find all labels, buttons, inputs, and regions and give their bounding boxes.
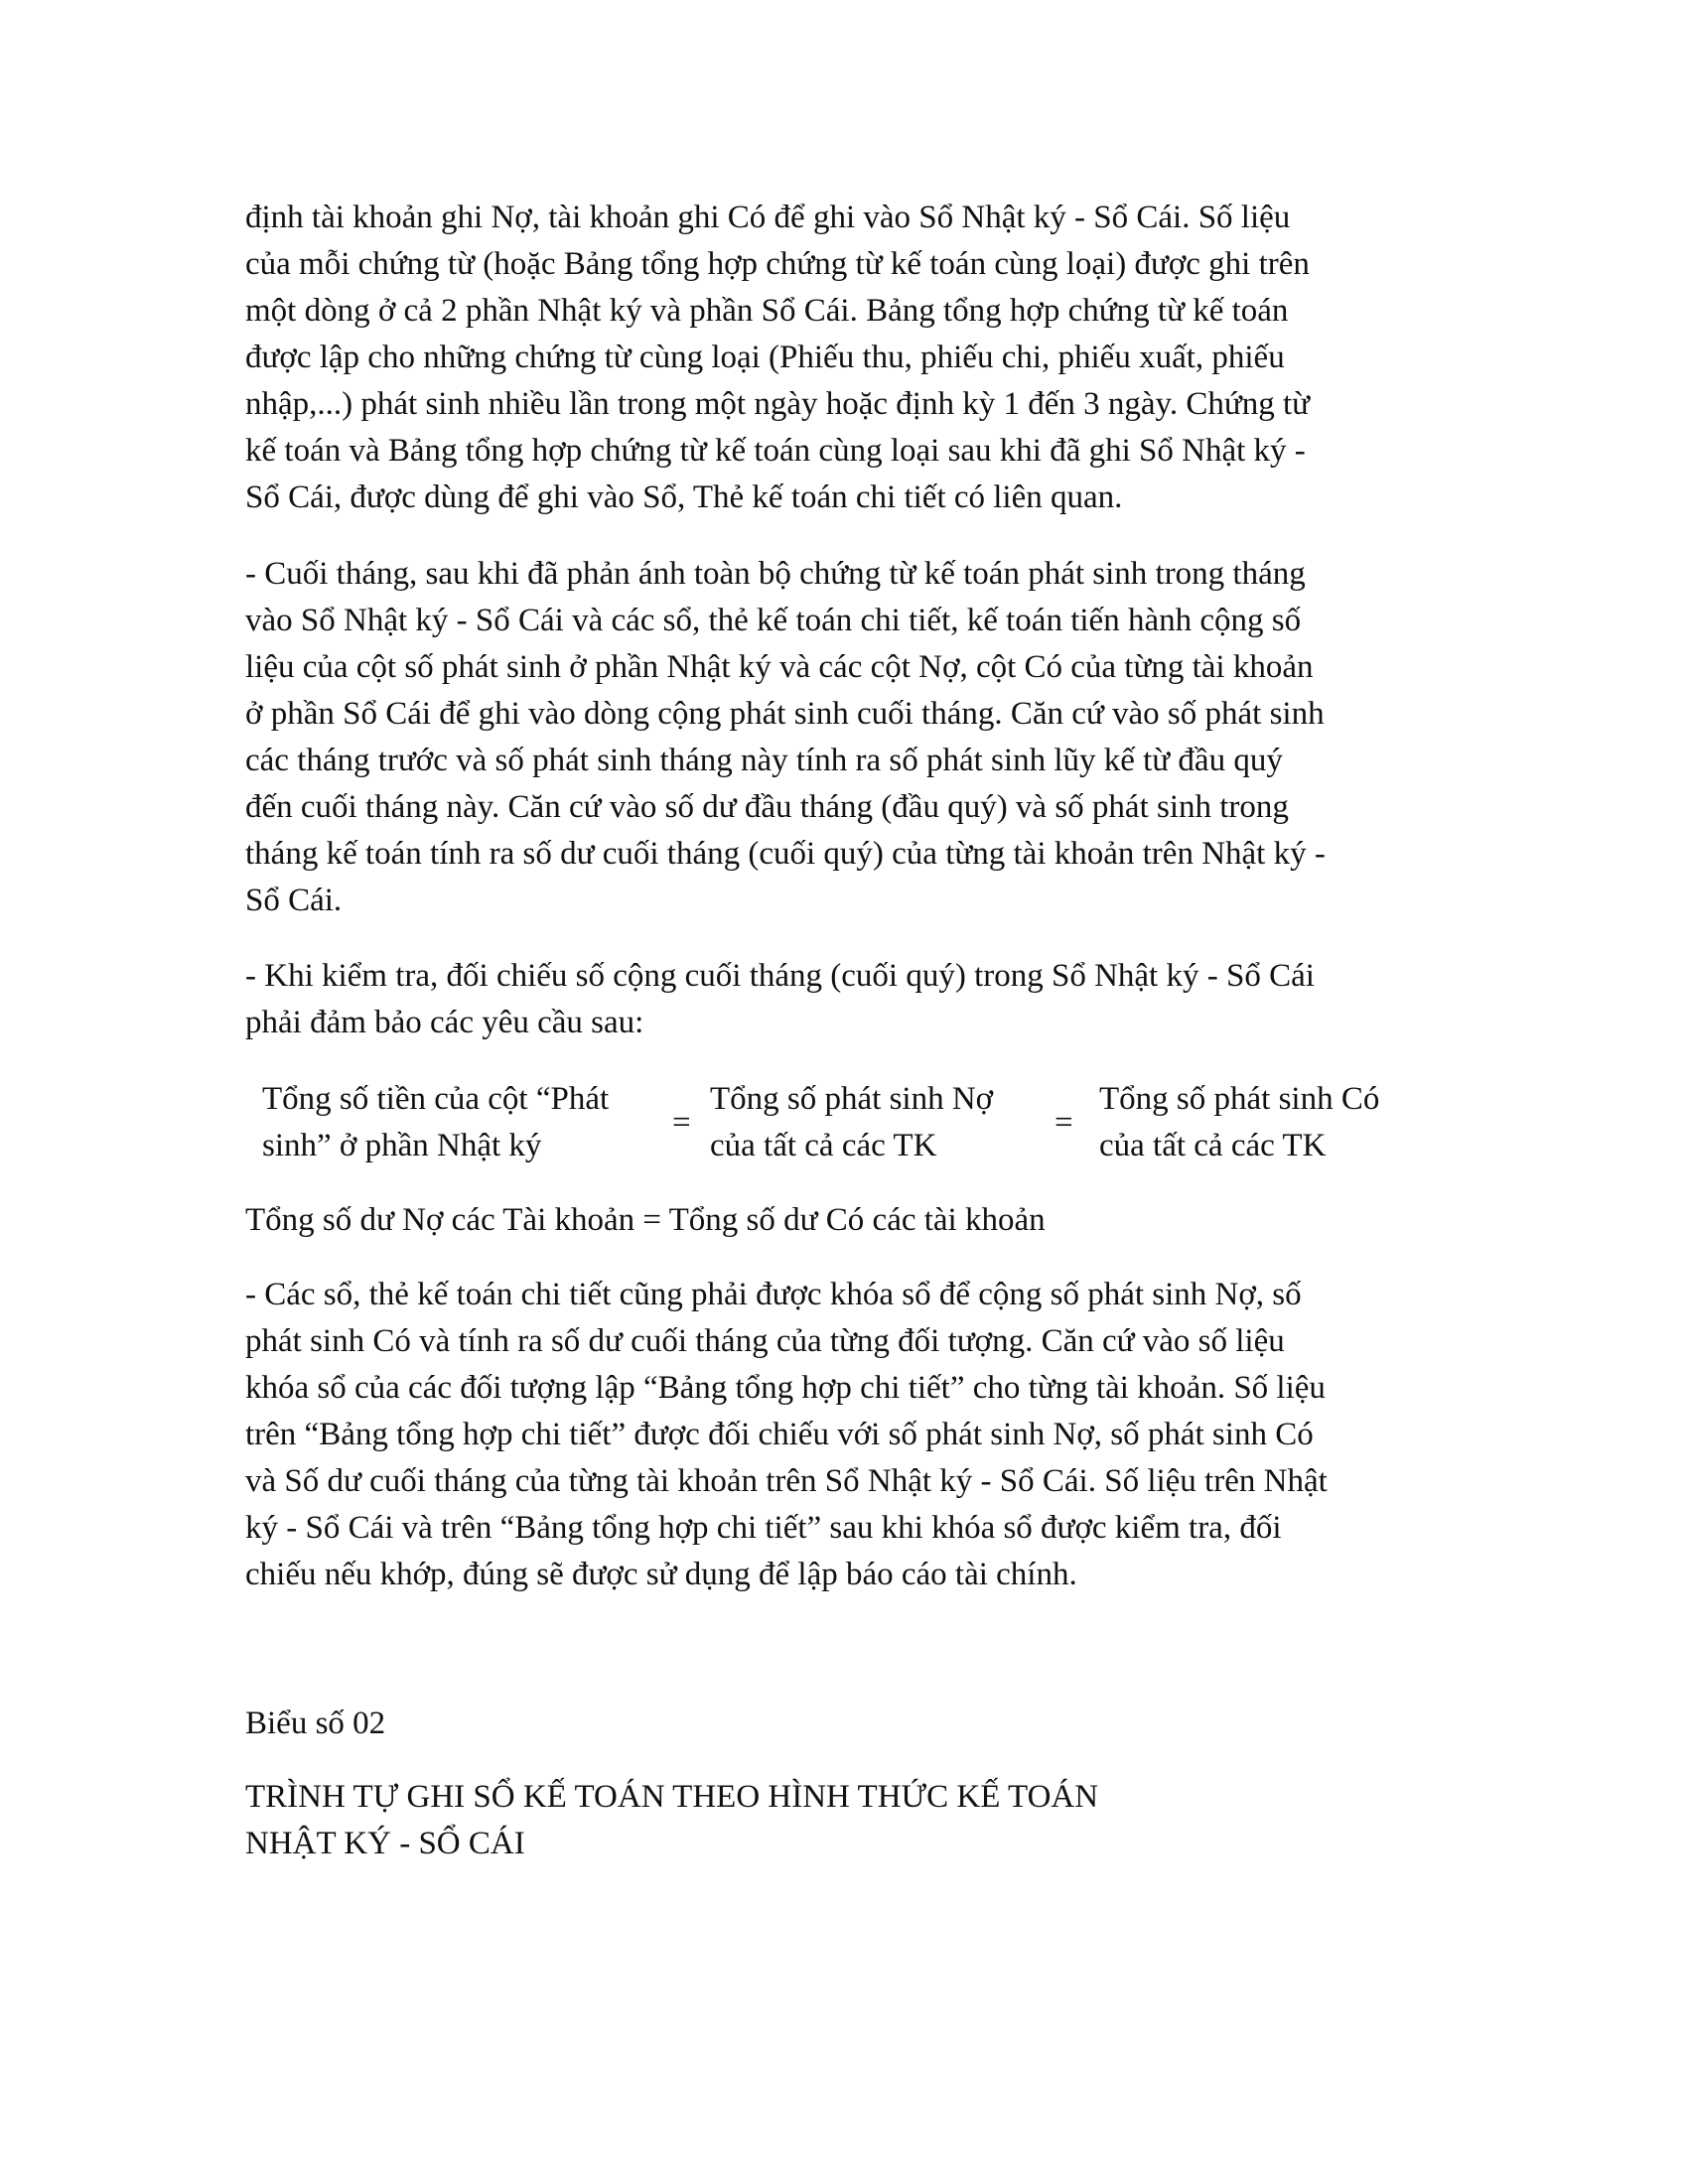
text-line: TRÌNH TỰ GHI SỔ KẾ TOÁN THEO HÌNH THỨC KẾ TOÁN [245,1779,1099,1815]
text-line: Tổng số tiền của cột “Phát [262,1081,610,1117]
text-line: của tất cả các TK [710,1128,937,1163]
paragraph-4 [245,1272,1486,1598]
text-line: vào Sổ Nhật ký - Sổ Cái và các sổ, thẻ kế toán chi tiết, kế toán tiến hành cộng số [245,603,1302,638]
text-line: Biểu số 02 [245,1706,386,1741]
figure-label [245,1701,1486,1747]
equals-sign: = [672,1105,691,1141]
equals-sign: = [1055,1105,1073,1141]
text-line: Tổng số phát sinh Nợ [710,1081,994,1117]
text-line: NHẬT KÝ - SỔ CÁI [245,1826,525,1861]
text-line: - Khi kiểm tra, đối chiếu số cộng cuối tháng (cuối quý) trong Sổ Nhật ký - Sổ Cái [245,958,1315,994]
text-line: chiếu nếu khớp, đúng sẽ được sử dụng để lập báo cáo tài chính. [245,1557,1077,1592]
text-line: ở phần Sổ Cái để ghi vào dòng cộng phát sinh cuối tháng. Căn cứ vào số phát sinh [245,696,1325,732]
paragraph-1 [245,195,1486,521]
text-line: Tổng số dư Nợ các Tài khoản = Tổng số dư Có các tài khoản [245,1202,1046,1238]
text-line: Sổ Cái. [245,883,343,918]
formula-term-journal-total [262,1076,609,1169]
text-line: khóa sổ của các đối tượng lập “Bảng tổng hợp chi tiết” cho từng tài khoản. Số liệu [245,1370,1326,1406]
text-line: - Cuối tháng, sau khi đã phản ánh toàn bộ chứng từ kế toán phát sinh trong tháng [245,556,1306,592]
text-line: ký - Sổ Cái và trên “Bảng tổng hợp chi tiết” sau khi khóa sổ được kiểm tra, đối [245,1510,1282,1546]
text-line: các tháng trước và số phát sinh tháng này tính ra số phát sinh lũy kế từ đầu quý [245,743,1283,778]
text-line: sinh” ở phần Nhật ký [262,1128,542,1163]
text-line: phát sinh Có và tính ra số dư cuối tháng của từng đối tượng. Căn cứ vào số liệu [245,1323,1285,1359]
text-line: một dòng ở cả 2 phần Nhật ký và phần Sổ Cái. Bảng tổng hợp chứng từ kế toán [245,293,1289,329]
formula-term-credit-total [1099,1076,1379,1169]
text-line: trên “Bảng tổng hợp chi tiết” được đối chiếu với số phát sinh Nợ, số phát sinh Có [245,1417,1314,1452]
text-line: - Các sổ, thẻ kế toán chi tiết cũng phải được khóa sổ để cộng số phát sinh Nợ, số [245,1277,1302,1312]
text-line: kế toán và Bảng tổng hợp chứng từ kế toán cùng loại sau khi đã ghi Sổ Nhật ký - [245,433,1306,469]
text-line: tháng kế toán tính ra số dư cuối tháng (cuối quý) của từng tài khoản trên Nhật ký - [245,836,1326,872]
text-line: và Số dư cuối tháng của từng tài khoản trên Sổ Nhật ký - Sổ Cái. Số liệu trên Nhật [245,1463,1328,1499]
text-line: của mỗi chứng từ (hoặc Bảng tổng hợp chứng từ kế toán cùng loại) được ghi trên [245,246,1310,282]
text-line: Sổ Cái, được dùng để ghi vào Sổ, Thẻ kế toán chi tiết có liên quan. [245,479,1123,515]
formula [0,1076,1688,1175]
formula-term-debit-total [710,1076,993,1169]
balance-equation [245,1197,1486,1244]
text-line: định tài khoản ghi Nợ, tài khoản ghi Có để ghi vào Sổ Nhật ký - Sổ Cái. Số liệu [245,200,1291,235]
figure-title [245,1774,1486,1867]
text-line: đến cuối tháng này. Căn cứ vào số dư đầu tháng (đầu quý) và số phát sinh trong [245,789,1289,825]
text-line: phải đảm bảo các yêu cầu sau: [245,1005,644,1040]
text-line: Tổng số phát sinh Có [1099,1081,1380,1117]
text-line: được lập cho những chứng từ cùng loại (Phiếu thu, phiếu chi, phiếu xuất, phiếu [245,340,1285,375]
paragraph-2 [245,551,1486,924]
paragraph-3 [245,953,1486,1046]
text-line: nhập,...) phát sinh nhiều lần trong một ngày hoặc định kỳ 1 đến 3 ngày. Chứng từ [245,386,1311,422]
text-line: liệu của cột số phát sinh ở phần Nhật ký và các cột Nợ, cột Có của từng tài khoản [245,649,1314,685]
text-line: của tất cả các TK [1099,1128,1327,1163]
